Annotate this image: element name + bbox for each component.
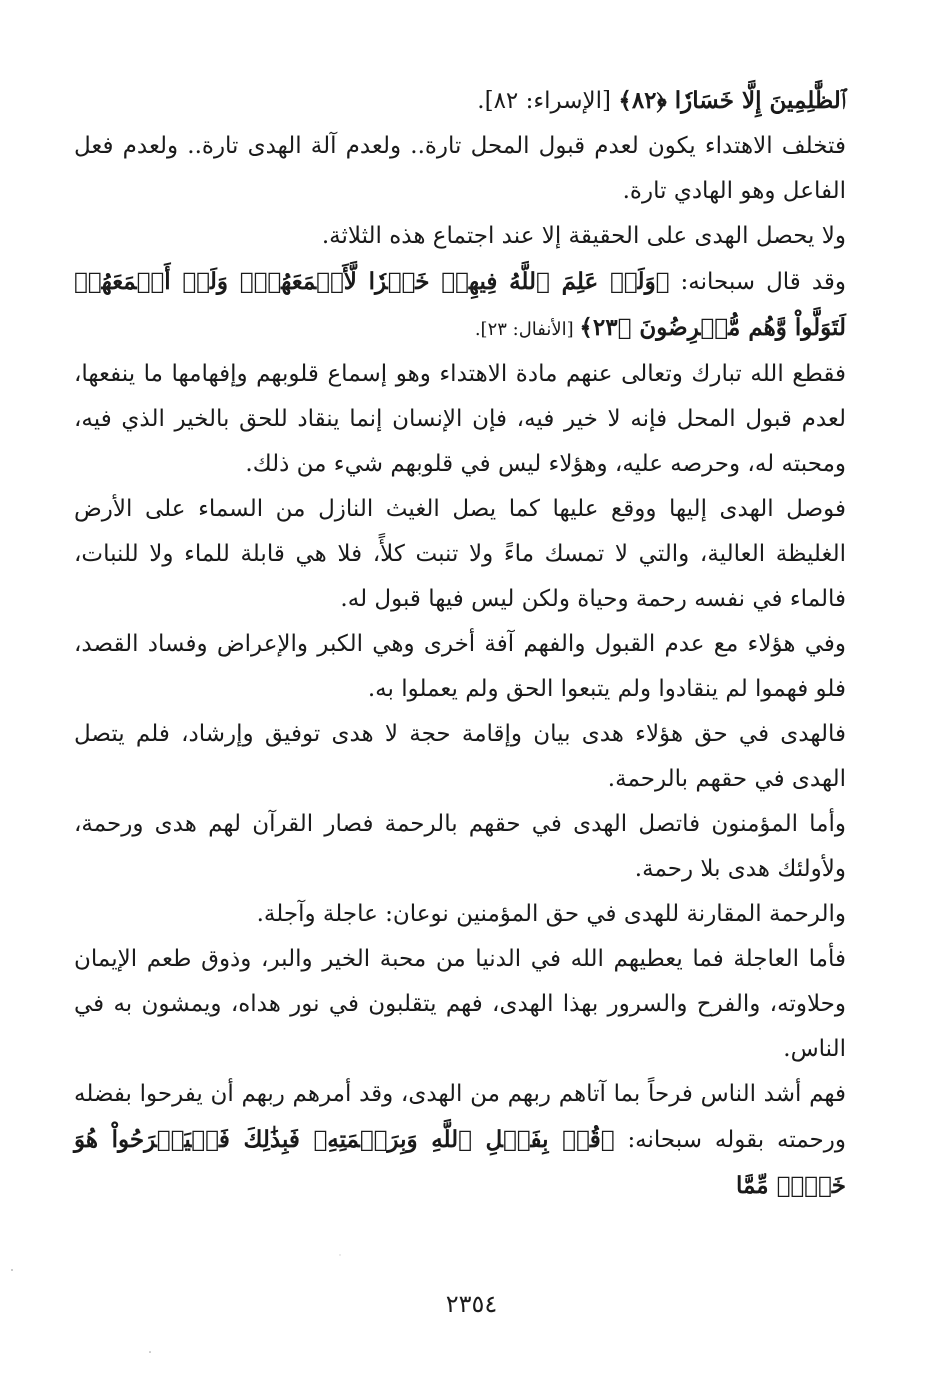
paragraph-text: فوصل الهدى إليها ووقع عليها كما يصل الغيث النازل من السماء على الأرض الغليظة العالية، والتي لا تمسك ماءً ولا تنبت كلأً، فلا هي قابلة للماء ولا للنبات، فالماء في نفسه رحمة وحياة ولكن ليس فيها قبول له. (74, 496, 846, 612)
paragraph (74, 214, 846, 259)
paragraph-text: فأما العاجلة فما يعطيهم الله في الدنيا من محبة الخير والبر، وذوق طعم الإيمان وحلاوته، والفرح والسرور بهذا الهدى، فهم يتقلبون في نور هداه، ويمشون به في الناس. (74, 946, 846, 1062)
paragraph (74, 1072, 846, 1209)
scan-speck (149, 1351, 151, 1353)
verse-reference: [الأنفال: ٢٣]. (474, 319, 580, 340)
paragraph-text: فهم أشد الناس فرحاً بما آتاهم ربهم من الهدى، وقد أمرهم ربهم أن يفرحوا بفضله ورحمته بقوله سبحانه: (74, 1081, 846, 1153)
scan-speck (11, 1269, 13, 1271)
paragraph (74, 892, 846, 937)
scan-speck (339, 1254, 340, 1255)
paragraph (74, 352, 846, 487)
paragraph-text: ولا يحصل الهدى على الحقيقة إلا عند اجتماع هذه الثلاثة. (321, 223, 846, 249)
paragraph-text: فقطع الله تبارك وتعالى عنهم مادة الاهتداء وهو إسماع قلوبهم وإفهامها ما ينفعها، لعدم قبول المحل فإنه لا خير فيه، فإن الإنسان إنما ينقاد للحق بالخير الذي فيه، ومحبته له، وحرصه عليه، وهؤلاء ليس في قلوبهم شيء من ذلك. (74, 361, 846, 477)
paragraph (74, 78, 846, 124)
paragraph (74, 622, 846, 712)
paragraph-text: وفي هؤلاء مع عدم القبول والفهم آفة أخرى وهي الكبر والإعراض وفساد القصد، فلو فهموا لم ينقادوا ولم يتبعوا الحق ولم يعملوا به. (74, 631, 846, 702)
paragraph-text: والرحمة المقارنة للهدى في حق المؤمنين نوعان: عاجلة وآجلة. (256, 901, 846, 927)
page-number: ٢٣٥٤ (445, 1290, 498, 1318)
paragraph (74, 124, 846, 214)
paragraph (74, 487, 846, 622)
quran-verse: ﴿وَلَوۡ عَلِمَ ٱللَّهُ فِيهِمۡ خَيۡرٗا لَّأَسۡمَعَهُمۡۖ وَلَوۡ أَسۡمَعَهُمۡ لَتَوَلَّواْ وَّهُم مُّعۡرِضُونَ ﴿٢٣﴾ (74, 268, 846, 341)
body-text (74, 78, 846, 1209)
paragraph-text: [الإسراء: ٨٢]. (477, 88, 619, 114)
paragraph-text: وأما المؤمنون فاتصل الهدى في حقهم بالرحمة فصار القرآن لهم هدى ورحمة، ولأولئك هدى بلا رحمة. (74, 811, 846, 882)
paragraph (74, 802, 846, 892)
quran-verse: ﴿قُلۡ بِفَضۡلِ ٱللَّهِ وَبِرَحۡمَتِهِۦ فَبِذَٰلِكَ فَلۡيَفۡرَحُواْ هُوَ خَيۡرٞ مِّمَّا (74, 1126, 846, 1199)
paragraph (74, 937, 846, 1072)
paragraph (74, 712, 846, 802)
paragraph-text: فتخلف الاهتداء يكون لعدم قبول المحل تارة.. ولعدم آلة الهدى تارة.. ولعدم فعل الفاعل وهو الهادي تارة. (74, 133, 846, 204)
paragraph-text: وقد قال سبحانه: (669, 269, 847, 295)
quran-verse: ﭐلظَّٰلِمِينَ إِلَّا خَسَارٗا ﴿٨٢﴾ (618, 87, 846, 114)
paragraph (74, 259, 846, 352)
paragraph-text: فالهدى في حق هؤلاء هدى بيان وإقامة حجة لا هدى توفيق وإرشاد، فلم يتصل الهدى في حقهم بالرحمة. (74, 721, 846, 792)
